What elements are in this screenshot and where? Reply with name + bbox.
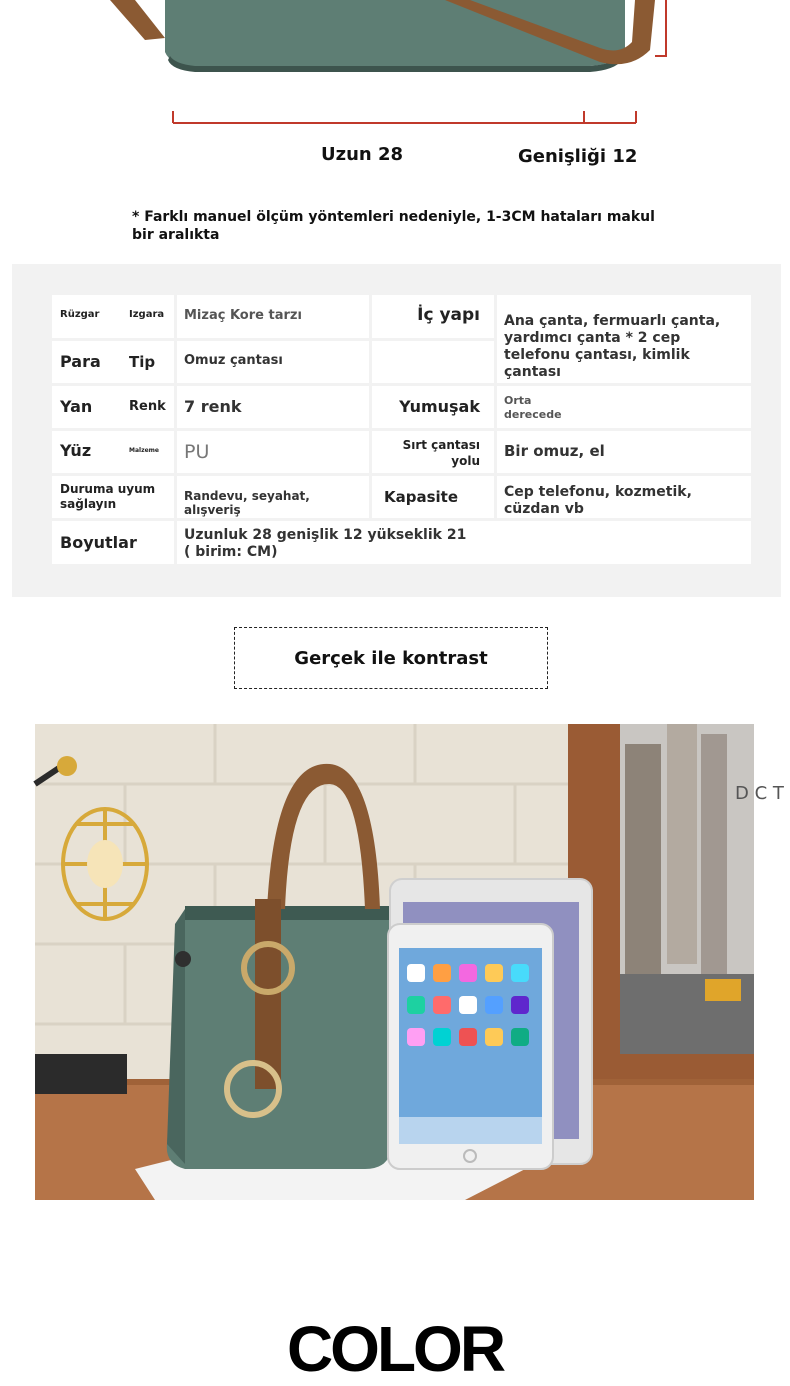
bag-bottom-illustration [0,0,790,110]
spec-empty [372,341,494,383]
product-photo [35,724,784,1200]
spec-value-capacity: Cep telefonu, kozmetik, cüzdan vb [497,476,751,518]
light-bulb [87,840,123,888]
spec-label-type: Para Tip [52,341,174,383]
spec-value-occasion: Randevu, seyahat, alışveriş [177,476,369,518]
spec-value-inner: Ana çanta, fermuarlı çanta, yardımcı çanta * 2 cep telefonu çantası, kimlik çantası [497,295,751,383]
lamp-base [35,1054,127,1094]
left-strap [110,0,165,40]
poster-letters: D C T [735,783,784,804]
spec-panel [12,264,781,597]
spec-label-occasion: Duruma uyum sağlayın [52,476,174,518]
spec-table [52,295,751,564]
spec-value-style: Mizaç Kore tarzı [177,295,369,338]
spec-value-size: Uzunluk 28 genişlik 12 yükseklik 21 ( birim: CM) [177,521,751,564]
spec-label-inner: İç yapı [372,295,494,338]
color-heading: COLOR [286,1313,504,1385]
spec-label-material: Yüz Malzeme [52,431,174,473]
spec-label-capacity: Kapasite [372,476,494,518]
width-measure-line [584,122,636,124]
measurement-note: * Farklı manuel ölçüm yöntemleri nedeniyle, 1-3CM hataları makul bir aralıkta [132,209,655,243]
compare-real-button[interactable]: Gerçek ile kontrast [234,627,548,689]
spec-value-type: Omuz çantası [177,341,369,383]
spec-value-carry: Bir omuz, el [497,431,751,473]
spec-value-material: PU [177,431,369,473]
spec-label-color: Yan Renk [52,386,174,428]
spec-label-style: Rüzgar Izgara [52,295,174,338]
spec-label-carry: Sırt çantası yolu [372,431,494,473]
product-photo-illustration [35,724,784,1200]
bag-top-crop [0,0,790,110]
spec-label-softness: Yumuşak [372,386,494,428]
spec-value-softness: Orta derecede [497,386,751,428]
width-label: Genişliği 12 [518,146,638,167]
length-label: Uzun 28 [321,144,404,165]
spec-value-color: 7 renk [177,386,369,428]
spec-label-size: Boyutlar [52,521,174,564]
length-measure-line [173,122,584,124]
